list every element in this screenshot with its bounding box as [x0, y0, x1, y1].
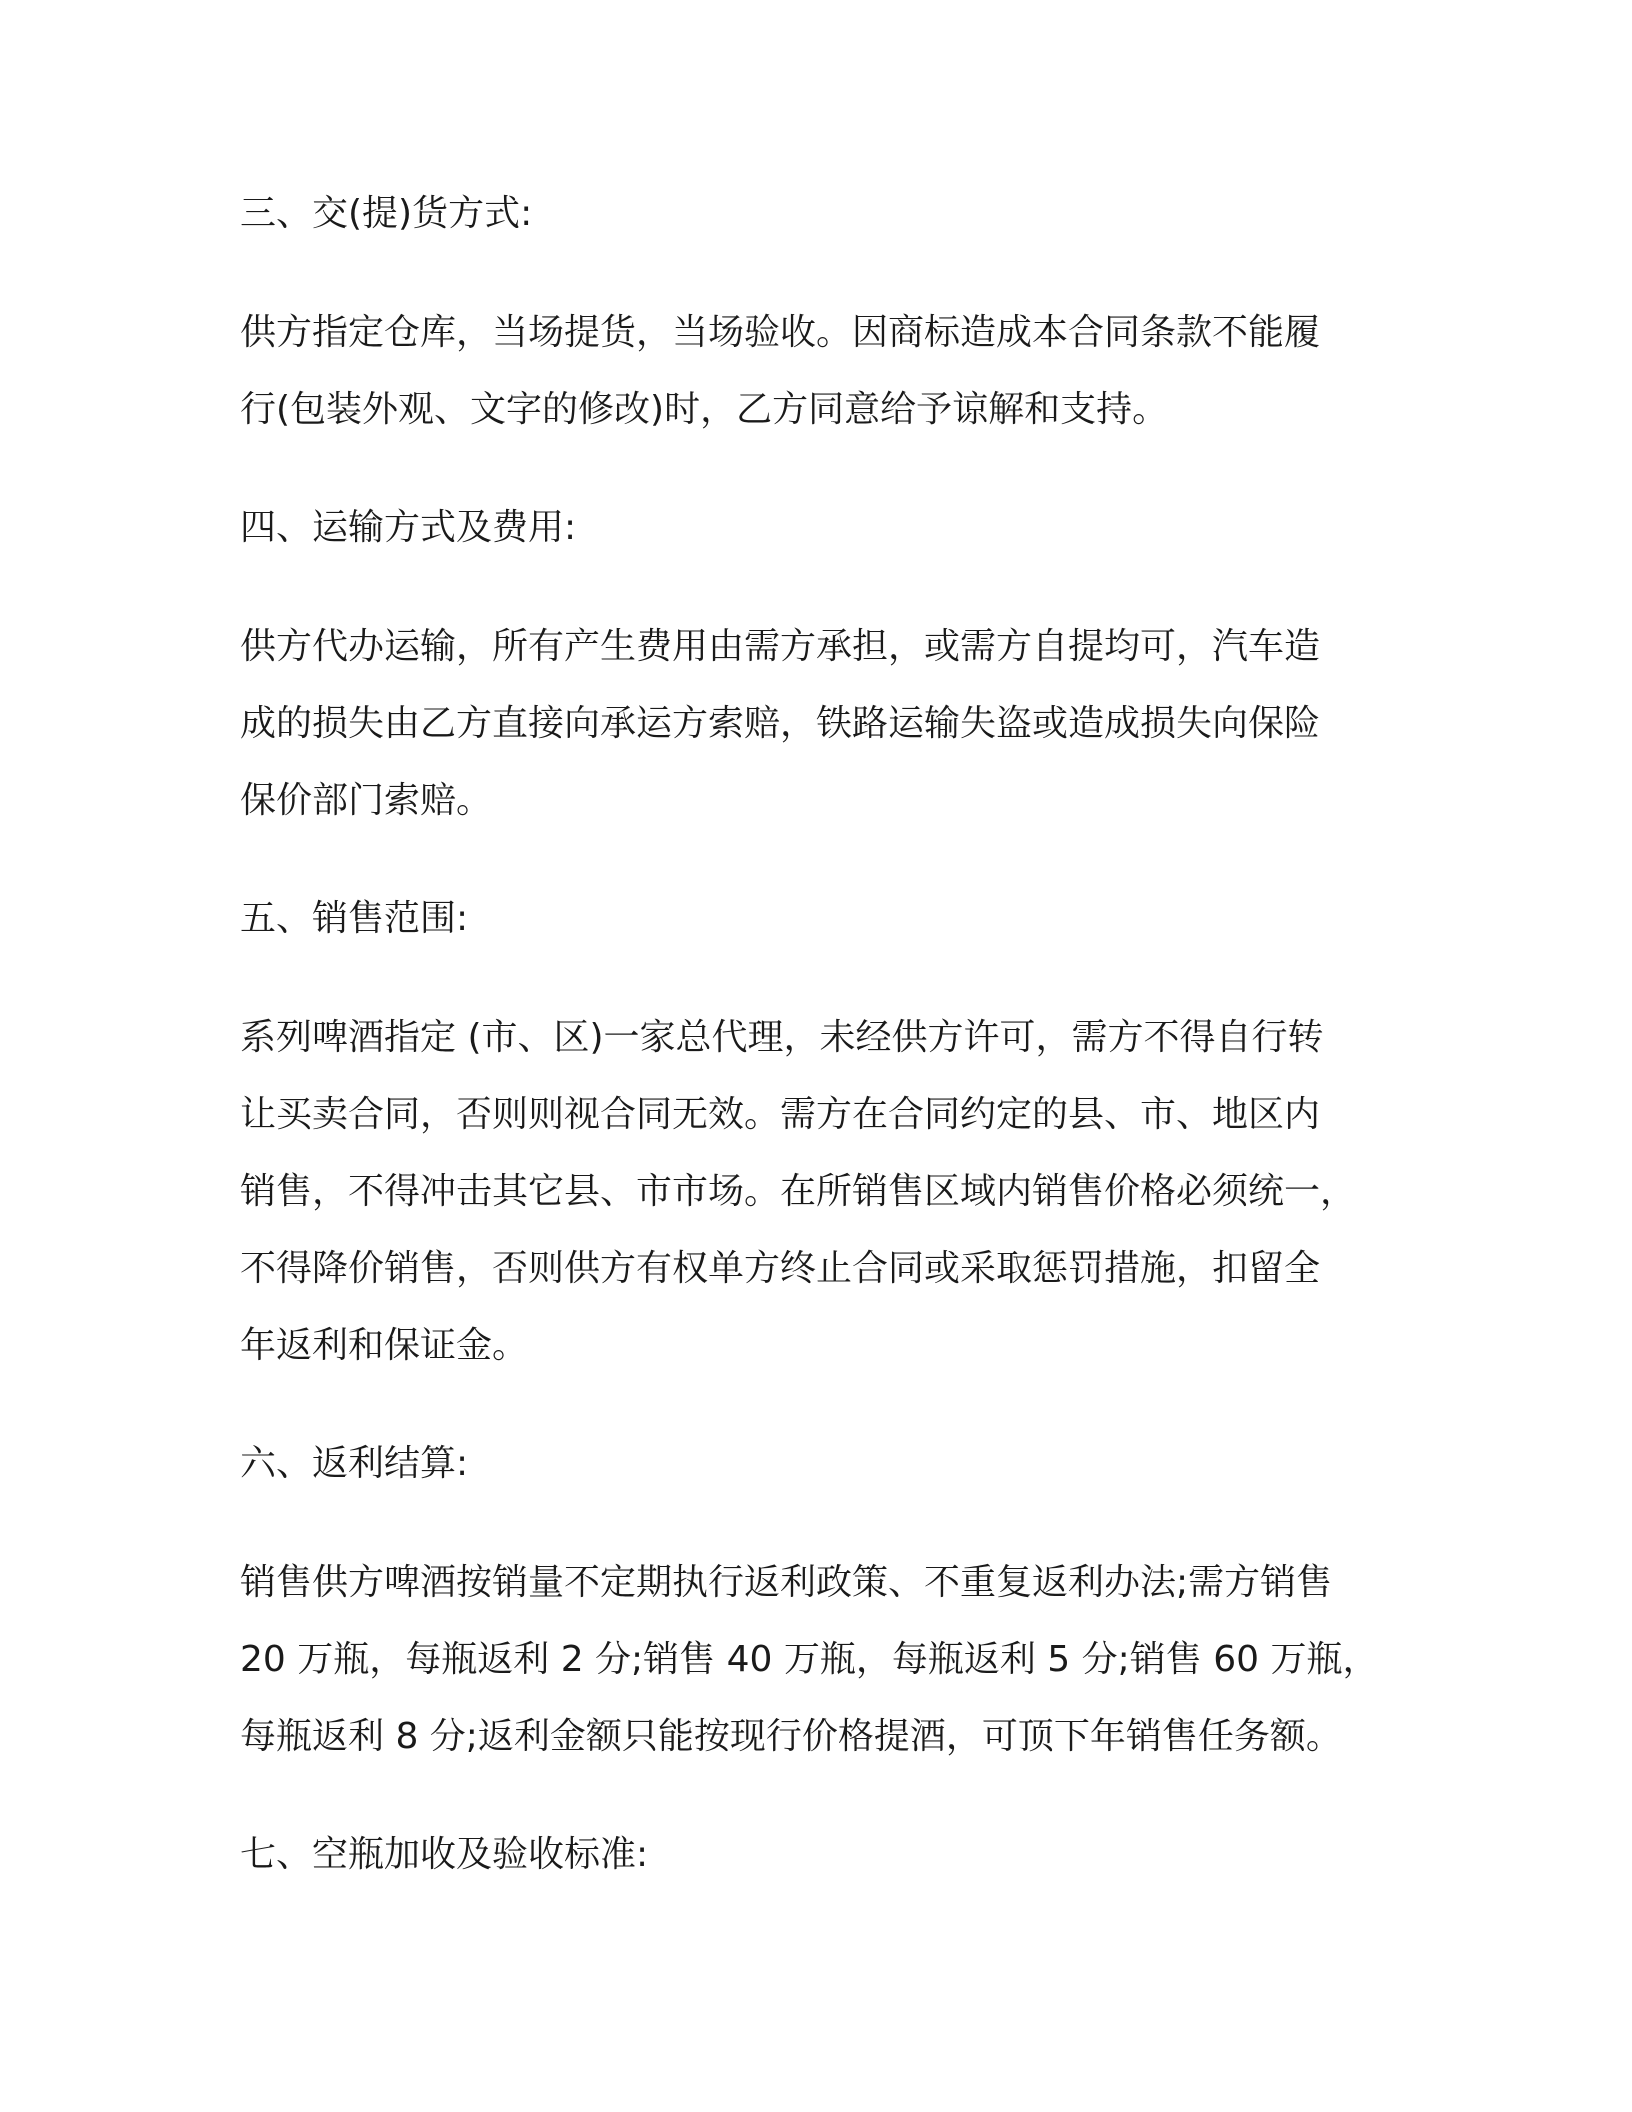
section-heading-7: 七、空瓶加收及验收标准:: [240, 1834, 649, 1875]
paragraph-line: 成的损失由乙方直接向承运方索赔，铁路运输失盗或造成损失向保险: [240, 703, 1321, 744]
section-heading-6: 六、返利结算:: [240, 1443, 469, 1484]
paragraph-line: 让买卖合同，否则则视合同无效。需方在合同约定的县、市、地区内: [240, 1094, 1321, 1135]
paragraph-line: 供方指定仓库，当场提货，当场验收。因商标造成本合同条款不能履: [240, 312, 1321, 353]
paragraph-line: 销售，不得冲击其它县、市市场。在所销售区域内销售价格必须统一，: [240, 1171, 1357, 1212]
document-body: [240, 190, 1380, 1935]
paragraph-line: 每瓶返利 8 分;返利金额只能按现行价格提酒，可顶下年销售任务额。: [240, 1716, 1342, 1757]
section-heading-5: 五、销售范围:: [240, 898, 469, 939]
section-paragraph-4: [240, 608, 1380, 839]
paragraph-line: 销售供方啤酒按销量不定期执行返利政策、不重复返利办法;需方销售: [240, 1562, 1333, 1603]
paragraph-line: 行(包装外观、文字的修改)时，乙方同意给予谅解和支持。: [240, 389, 1169, 430]
section-paragraph-5: [240, 999, 1380, 1384]
section-paragraph-6: [240, 1544, 1380, 1775]
paragraph-line: 系列啤酒指定 (市、区)一家总代理，未经供方许可，需方不得自行转: [240, 1017, 1324, 1058]
section-paragraph-3: [240, 294, 1380, 448]
section-heading-4: 四、运输方式及费用:: [240, 507, 577, 548]
paragraph-line: 保价部门索赔。: [240, 780, 493, 821]
paragraph-line: 20 万瓶，每瓶返利 2 分;销售 40 万瓶，每瓶返利 5 分;销售 60 万瓶，: [240, 1639, 1379, 1680]
paragraph-line: 年返利和保证金。: [240, 1325, 529, 1366]
section-heading-3: 三、交(提)货方式:: [240, 193, 533, 234]
paragraph-line: 不得降价销售，否则供方有权单方终止合同或采取惩罚措施，扣留全: [240, 1248, 1321, 1289]
paragraph-line: 供方代办运输，所有产生费用由需方承担，或需方自提均可，汽车造: [240, 626, 1321, 667]
